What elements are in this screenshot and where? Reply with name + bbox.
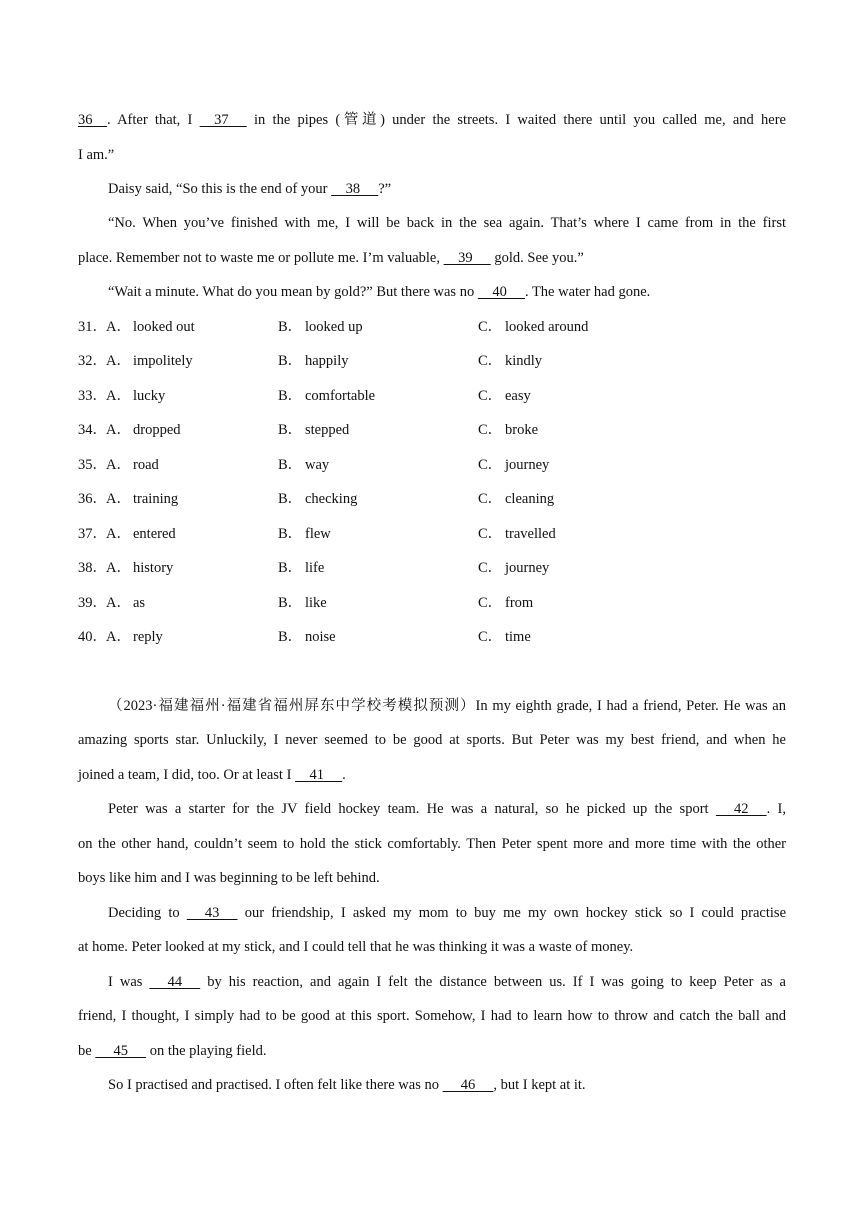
question-row [78,317,786,337]
option-b: B． life [278,560,325,576]
option-c: C． broke [478,422,539,438]
option-a: A． reply [106,629,163,645]
question-row [78,455,786,475]
question-row [78,593,786,613]
option-c: C． time [478,629,531,645]
blank-41: 41 [295,767,343,783]
question-number: 37． [78,526,107,542]
passage2-line: on the other hand, couldn’t seem to hold the stick comfortably. Then Peter spent more and more time with the other [78,836,786,852]
option-c: C． from [478,595,534,611]
passage2-line: boys like him and I was beginning to be left behind. [78,870,380,886]
blank-42: 42 [715,801,767,817]
question-number: 40． [78,629,107,645]
blank-36: 36 [78,112,107,128]
passage1-line-5: place. Remember not to waste me or pollute me. I’m valuable, 39 gold. See you.” [78,250,584,266]
option-c: C． cleaning [478,491,555,507]
question-number: 31． [78,319,107,335]
passage2-source-line: （2023·福建福州·福建省福州屏东中学校考模拟预测）In my eighth grade, I had a friend, Peter. He was an [108,698,786,714]
passage1-line-2: I am.” [78,147,115,163]
passage2-line: be 45 on the playing field. [78,1043,267,1059]
blank-45: 45 [95,1043,147,1059]
option-a: A． looked out [106,319,195,335]
passage1-line-6: “Wait a minute. What do you mean by gold?” But there was no 40 . The water had gone. [108,284,651,300]
option-b: B． checking [278,491,358,507]
question-number: 34． [78,422,107,438]
blank-37: 37 [199,112,247,128]
passage2-line: Deciding to 43 our friendship, I asked my mom to buy me my own hockey stick so I could practise [108,905,786,921]
option-b: B． looked up [278,319,363,335]
question-row [78,524,786,544]
option-b: B． way [278,457,330,473]
option-b: B． like [278,595,327,611]
option-b: B． stepped [278,422,350,438]
option-a: A． lucky [106,388,166,404]
blank-43: 43 [186,905,238,921]
option-c: C． looked around [478,319,589,335]
passage1-line-4: “No. When you’ve finished with me, I will be back in the sea again. That’s where I came from in the first [108,215,786,231]
question-row [78,420,786,440]
option-c: C． travelled [478,526,556,542]
blank-39: 39 [443,250,491,266]
passage1-line-3: Daisy said, “So this is the end of your 38 ?” [108,181,392,197]
option-a: A． training [106,491,179,507]
passage2-line: at home. Peter looked at my stick, and I could tell that he was thinking it was a waste of money. [78,939,634,955]
option-c: C． journey [478,457,550,473]
passage2-line: amazing sports star. Unluckily, I never seemed to be good at sports. But Peter was my best friend, and when he [78,732,786,748]
blank-38: 38 [331,181,379,197]
question-row [78,489,786,509]
question-number: 35． [78,457,107,473]
blank-40: 40 [477,284,525,300]
option-a: A． road [106,457,159,473]
question-number: 33． [78,388,107,404]
question-number: 36． [78,491,107,507]
option-b: B． noise [278,629,336,645]
question-row [78,386,786,406]
blank-46: 46 [442,1077,494,1093]
question-row [78,558,786,578]
passage2-line: So I practised and practised. I often felt like there was no 46 , but I kept at it. [108,1077,586,1093]
option-a: A． impolitely [106,353,193,369]
option-b: B． flew [278,526,331,542]
passage2-line: friend, I thought, I simply had to be good at this sport. Somehow, I had to learn how to throw and catch the ball and [78,1008,786,1024]
question-row [78,351,786,371]
passage1-line-1: 36 . After that, I 37 in the pipes (管道) under the streets. I waited there until you called me, and here [78,112,786,128]
question-number: 38． [78,560,107,576]
option-c: C． kindly [478,353,543,369]
option-c: C． easy [478,388,531,404]
passage2-line: Peter was a starter for the JV field hockey team. He was a natural, so he picked up the sport 42 . I, [108,801,786,817]
passage2-line: I was 44 by his reaction, and again I felt the distance between us. If I was going to keep Peter as a [108,974,786,990]
question-number: 32． [78,353,107,369]
option-a: A． dropped [106,422,181,438]
option-a: A． history [106,560,174,576]
blank-44: 44 [149,974,201,990]
option-a: A． entered [106,526,176,542]
question-row [78,627,786,647]
question-number: 39． [78,595,107,611]
option-c: C． journey [478,560,550,576]
option-a: A． as [106,595,146,611]
option-b: B． comfortable [278,388,376,404]
option-b: B． happily [278,353,349,369]
passage2-line: joined a team, I did, too. Or at least I 41 . [78,767,346,783]
